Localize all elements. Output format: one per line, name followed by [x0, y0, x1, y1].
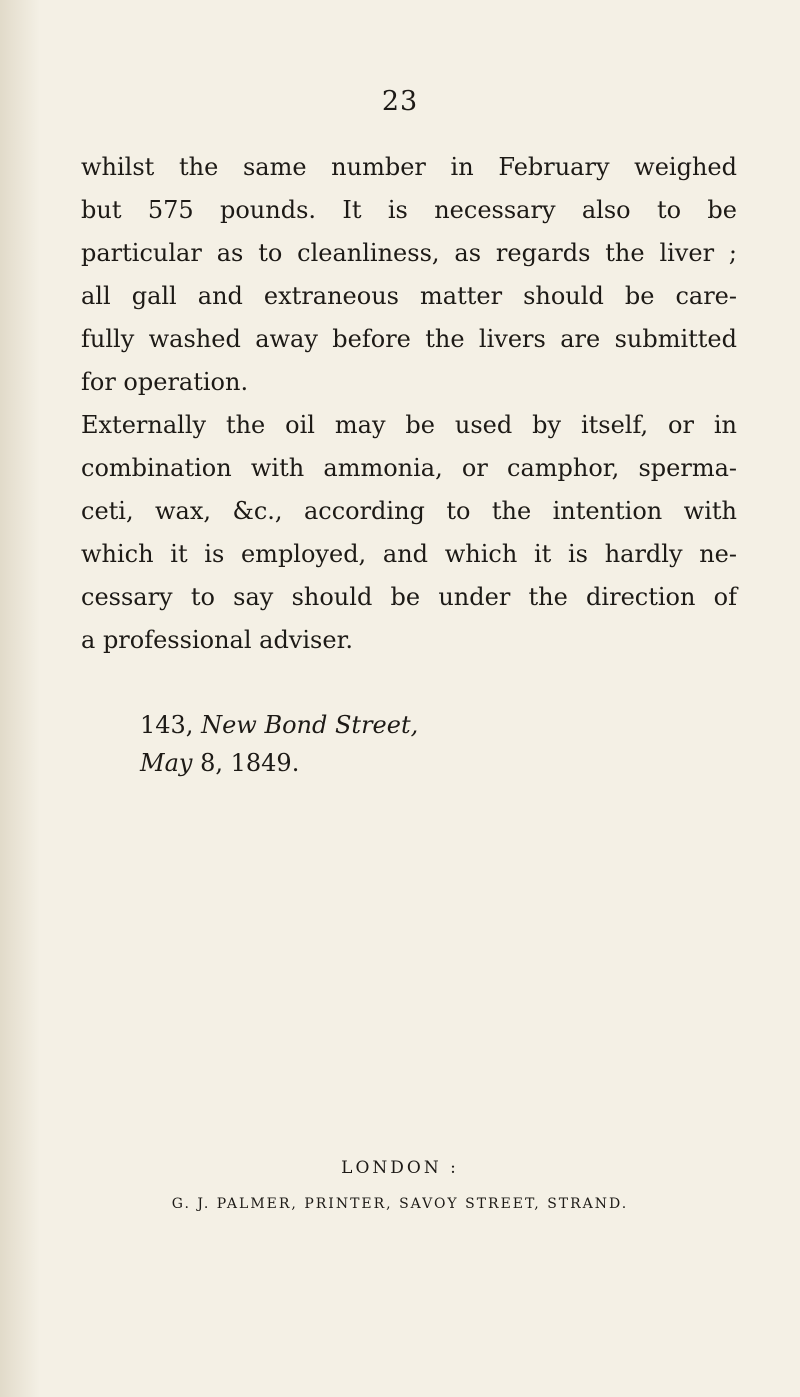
text-line: ceti, wax, &c., according to the intention with: [81, 497, 737, 525]
page-number: 23: [381, 86, 419, 117]
address-line-2: [140, 744, 418, 782]
text-line: but 575 pounds. It is necessary also to be: [81, 196, 737, 224]
text-line: all gall and extraneous matter should be care-: [81, 282, 737, 310]
address-line-1: [140, 706, 418, 744]
imprint-printer: G. J. PALMER, PRINTER, SAVOY STREET, STRAND.: [171, 1196, 629, 1212]
text-line: a professional adviser.: [81, 626, 354, 654]
text-line: whilst the same number in February weighed: [81, 153, 737, 181]
paragraph-1: [81, 146, 737, 404]
street-name: New Bond Street,: [201, 711, 419, 739]
text-line: Externally the oil may be used by itself, or in: [81, 411, 737, 439]
address-block: [140, 706, 418, 782]
text-line: combination with ammonia, or camphor, sperma-: [81, 454, 737, 482]
street-number: 143,: [140, 711, 194, 739]
text-line: which it is employed, and which it is hardly ne-: [81, 540, 737, 568]
text-line: cessary to say should be under the direction of: [81, 583, 737, 611]
text-line: particular as to cleanliness, as regards the liver ;: [81, 239, 737, 267]
imprint-city: LONDON :: [341, 1158, 459, 1178]
paragraph-2: [81, 404, 737, 662]
date-day-year: 8, 1849.: [200, 749, 300, 777]
text-line: fully washed away before the livers are submitted: [81, 325, 737, 353]
text-line: for operation.: [81, 368, 249, 396]
date-month: May: [140, 749, 193, 777]
